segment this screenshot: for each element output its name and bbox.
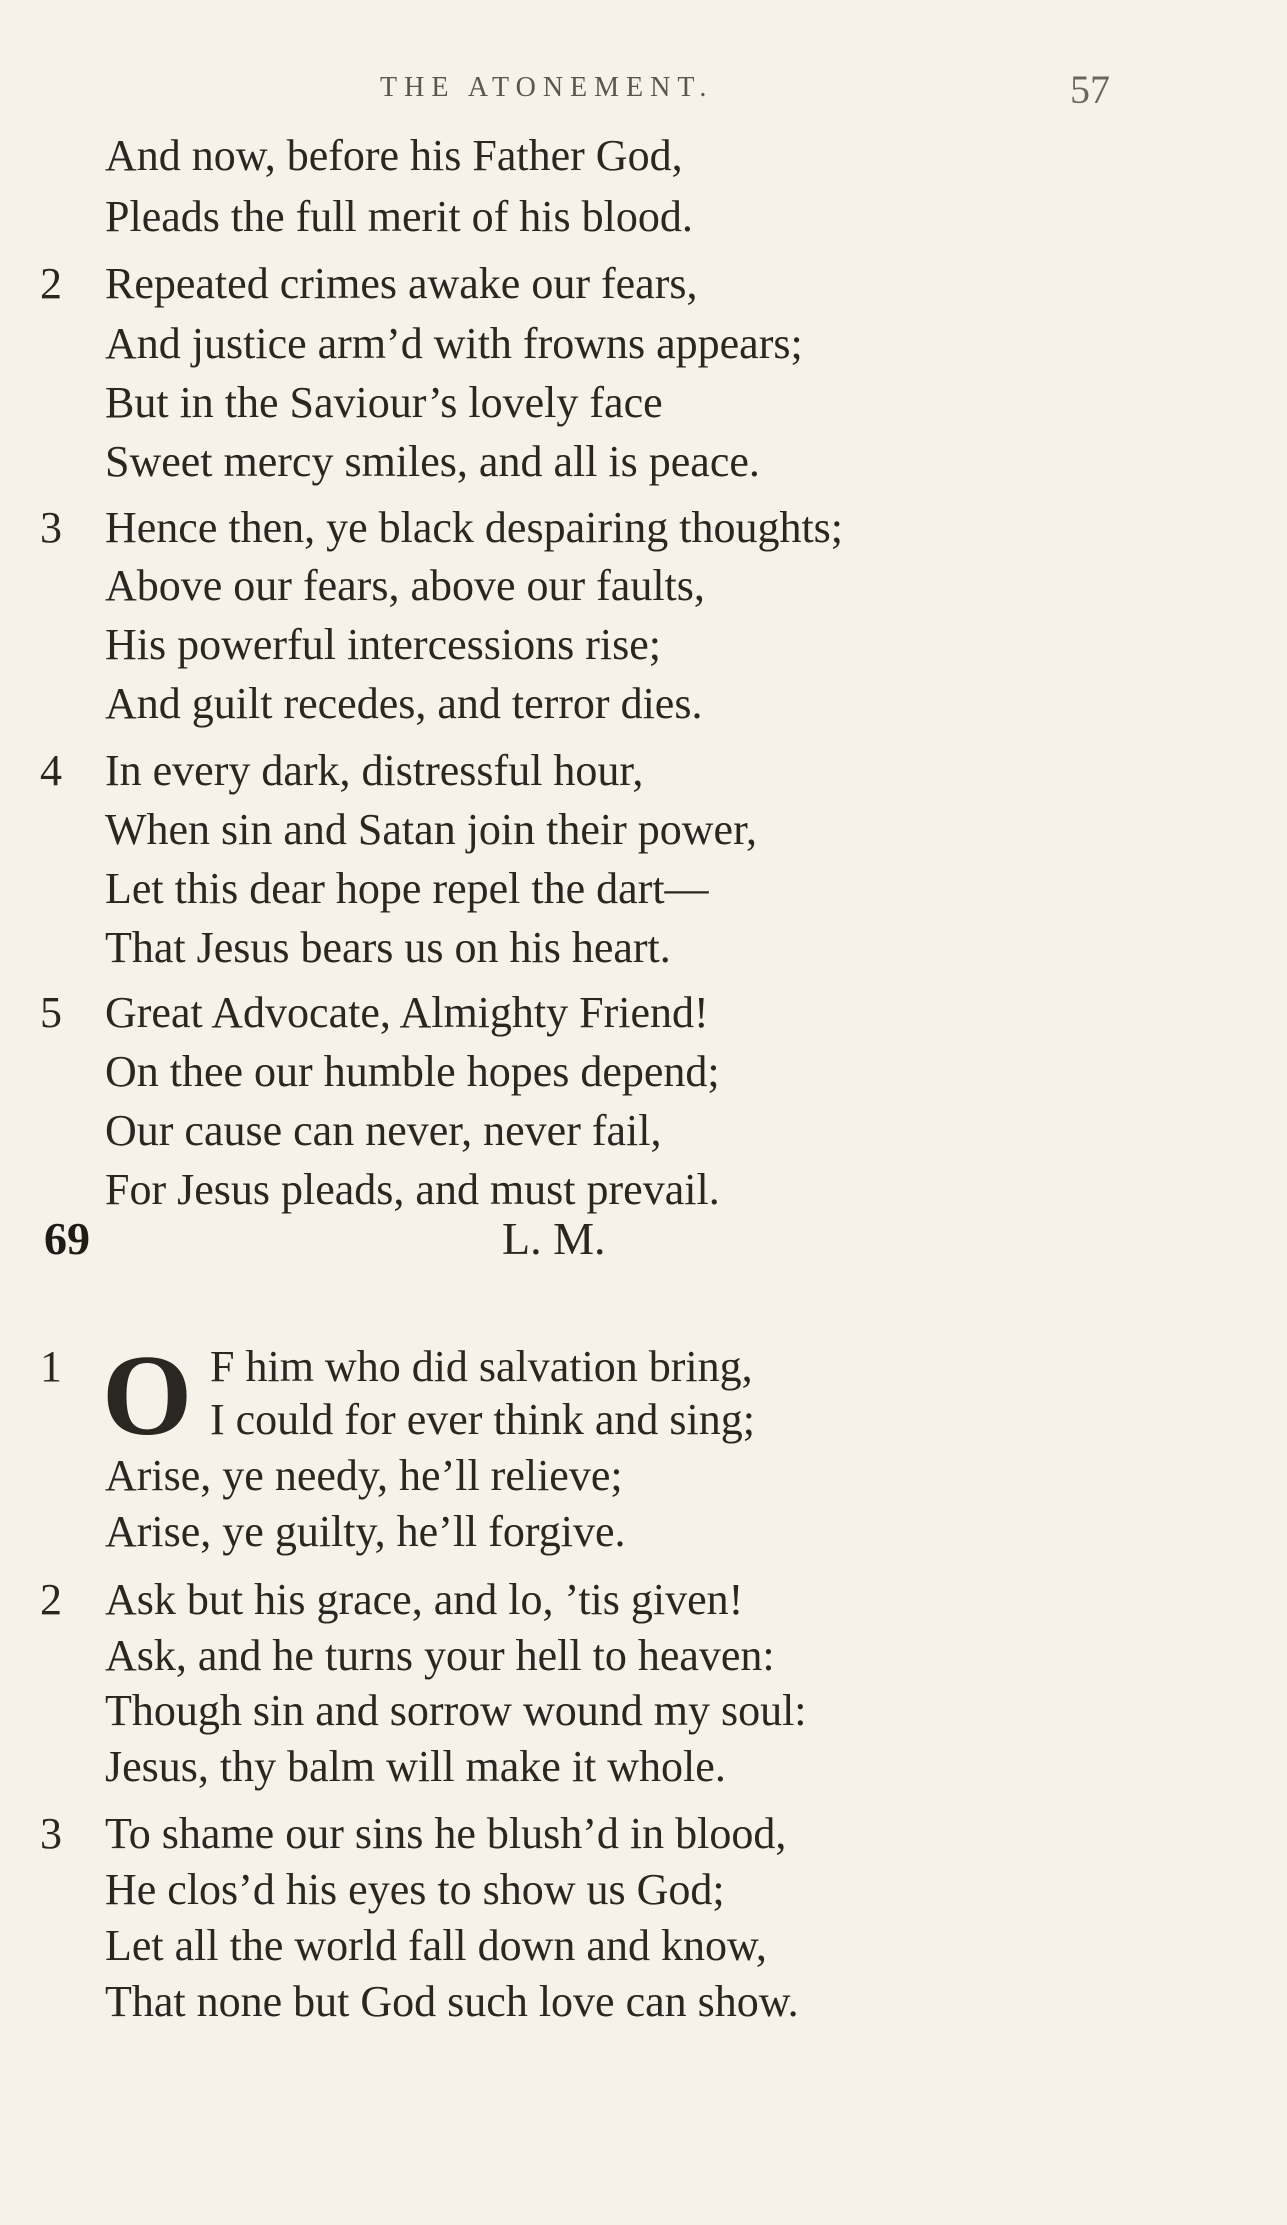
verse-text: That none but God such love can show. [105, 1977, 799, 2026]
verse-number: 3 [40, 1809, 62, 1858]
verse-number: 4 [40, 746, 62, 795]
verse-text: And justice arm’d with frowns appears; [105, 319, 803, 368]
verse-number: 3 [40, 503, 62, 552]
verse-text: Jesus, thy balm will make it whole. [105, 1742, 726, 1791]
verse-text: Let this dear hope repel the dart— [105, 864, 709, 913]
verse-text: I could for ever think and sing; [210, 1395, 755, 1444]
verse-text: Let all the world fall down and know, [105, 1921, 767, 1970]
verse-text: Above our fears, above our faults, [105, 561, 705, 610]
verse-text: His powerful intercessions rise; [105, 620, 661, 669]
hymn-heading [0, 1212, 1287, 1272]
verse-text: And now, before his Father God, [105, 131, 683, 180]
verse-number: 1 [40, 1342, 62, 1391]
verse-text: He clos’d his eyes to show us God; [105, 1865, 725, 1914]
verse-text: Though sin and sorrow wound my soul: [105, 1686, 807, 1735]
verse-text: That Jesus bears us on his heart. [105, 923, 671, 972]
hymn-number: 69 [44, 1213, 90, 1264]
verse-text: For Jesus pleads, and must prevail. [105, 1165, 720, 1214]
page-number: 57 [1070, 67, 1110, 112]
verse-text: To shame our sins he blush’d in blood, [105, 1809, 787, 1858]
page-header [0, 67, 1287, 122]
hymn-meter: L. M. [502, 1213, 606, 1264]
verse-text: Ask, and he turns your hell to heaven: [105, 1631, 775, 1680]
verse-number: 5 [40, 988, 62, 1037]
verse-text: And guilt recedes, and terror dies. [105, 679, 703, 728]
verse-text: Pleads the full merit of his blood. [105, 192, 693, 241]
verse-text: F him who did salvation bring, [210, 1342, 753, 1391]
verse-number: 2 [40, 1575, 62, 1624]
running-title: THE ATONEMENT. [380, 72, 714, 103]
verse-text: In every dark, distressful hour, [105, 746, 644, 795]
verse-text: On thee our humble hopes depend; [105, 1047, 720, 1096]
verse-text: Repeated crimes awake our fears, [105, 259, 698, 308]
verse-number: 2 [40, 259, 62, 308]
verse-text: Ask but his grace, and lo, ’tis given! [105, 1575, 744, 1624]
verse-text: But in the Saviour’s lovely face [105, 378, 663, 427]
verse-text: Hence then, ye black despairing thoughts; [105, 503, 844, 552]
verse-text: When sin and Satan join their power, [105, 805, 757, 854]
verse-text: Arise, ye needy, he’ll relieve; [105, 1451, 623, 1500]
verse-text: Sweet mercy smiles, and all is peace. [105, 437, 760, 486]
verse-text: Our cause can never, never fail, [105, 1106, 662, 1155]
verse-text: Great Advocate, Almighty Friend! [105, 988, 709, 1037]
verse-text: Arise, ye guilty, he’ll forgive. [105, 1507, 626, 1556]
drop-cap: O [102, 1332, 193, 1460]
